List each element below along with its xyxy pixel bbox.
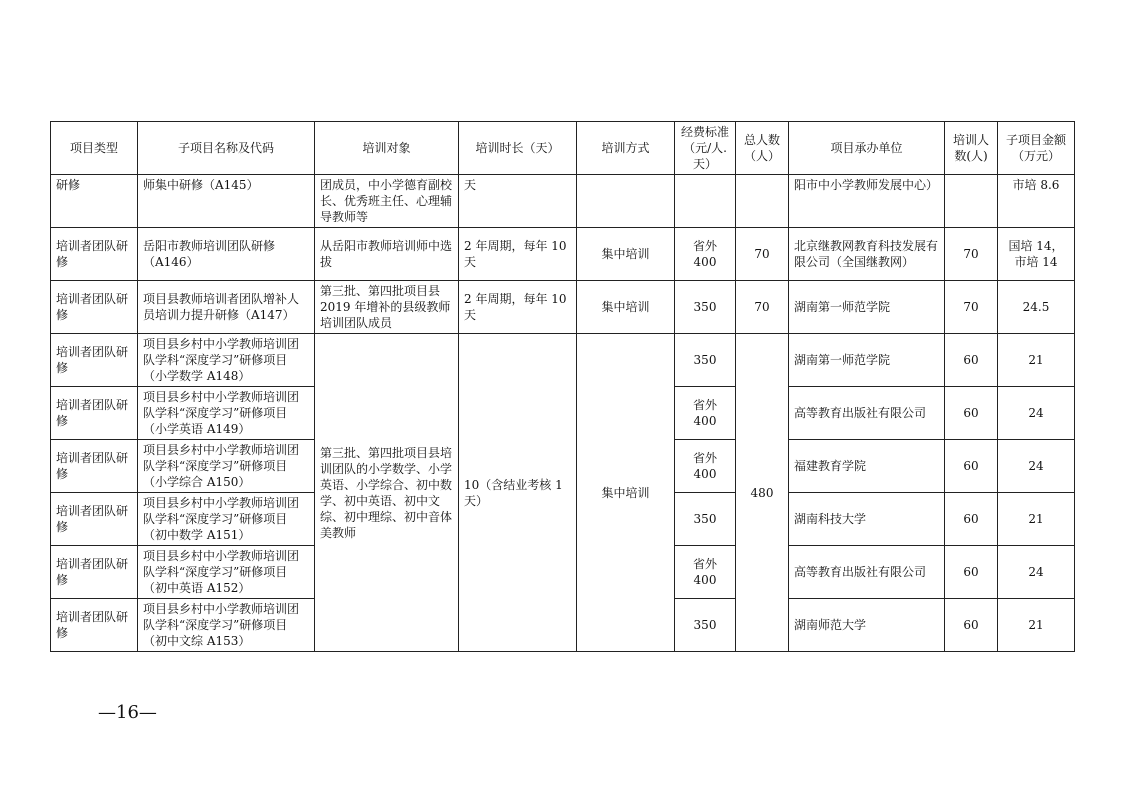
cell-fee: 省外 400 — [675, 440, 736, 493]
cell-amount: 市培 8.6 — [998, 175, 1075, 228]
cell-type: 培训者团队研修 — [51, 387, 138, 440]
cell-target: 从岳阳市教师培训师中选拔 — [315, 228, 459, 281]
cell-type: 培训者团队研修 — [51, 546, 138, 599]
cell-count: 60 — [945, 334, 998, 387]
cell-amount: 24 — [998, 546, 1075, 599]
cell-org: 湖南科技大学 — [789, 493, 945, 546]
page-number: —16— — [98, 702, 157, 723]
cell-method — [577, 175, 675, 228]
cell-type: 培训者团队研修 — [51, 228, 138, 281]
cell-duration: 2 年周期，每年 10 天 — [459, 228, 577, 281]
cell-method: 集中培训 — [577, 228, 675, 281]
cell-count: 60 — [945, 546, 998, 599]
cell-name: 岳阳市教师培训团队研修（A146） — [138, 228, 315, 281]
cell-method: 集中培训 — [577, 281, 675, 334]
cell-amount: 24 — [998, 387, 1075, 440]
header-row — [51, 122, 1075, 175]
cell-count: 60 — [945, 599, 998, 652]
header-fee: 经费标准（元/人.天） — [675, 122, 736, 175]
cell-count: 60 — [945, 493, 998, 546]
cell-target: 团成员，中小学德育副校长、优秀班主任、心理辅导教师等 — [315, 175, 459, 228]
cell-fee — [675, 175, 736, 228]
cell-name: 项目县乡村中小学教师培训团队学科“深度学习”研修项目（初中英语 A152） — [138, 546, 315, 599]
cell-org: 湖南第一师范学院 — [789, 334, 945, 387]
cell-amount: 21 — [998, 334, 1075, 387]
cell-type: 培训者团队研修 — [51, 493, 138, 546]
header-method: 培训方式 — [577, 122, 675, 175]
cell-fee: 省外 400 — [675, 387, 736, 440]
cell-org: 高等教育出版社有限公司 — [789, 387, 945, 440]
cell-fee: 省外 400 — [675, 228, 736, 281]
cell-org: 湖南师范大学 — [789, 599, 945, 652]
cell-total: 70 — [736, 281, 789, 334]
cell-fee: 350 — [675, 599, 736, 652]
cell-type: 培训者团队研修 — [51, 334, 138, 387]
cell-name: 项目县乡村中小学教师培训团队学科“深度学习”研修项目（小学数学 A148） — [138, 334, 315, 387]
cell-target: 第三批、第四批项目县 2019 年增补的县级教师培训团队成员 — [315, 281, 459, 334]
cell-amount: 21 — [998, 493, 1075, 546]
header-total: 总人数（人） — [736, 122, 789, 175]
project-table — [50, 121, 1075, 652]
cell-count: 70 — [945, 281, 998, 334]
header-org: 项目承办单位 — [789, 122, 945, 175]
cell-fee: 省外 400 — [675, 546, 736, 599]
cell-type: 培训者团队研修 — [51, 599, 138, 652]
cell-count: 60 — [945, 440, 998, 493]
cell-count: 70 — [945, 228, 998, 281]
cell-name: 项目县乡村中小学教师培训团队学科“深度学习”研修项目（初中文综 A153） — [138, 599, 315, 652]
cell-org: 湖南第一师范学院 — [789, 281, 945, 334]
cell-total: 70 — [736, 228, 789, 281]
cell-org: 阳市中小学教师发展中心） — [789, 175, 945, 228]
cell-name: 项目县乡村中小学教师培训团队学科“深度学习”研修项目（小学综合 A150） — [138, 440, 315, 493]
cell-fee: 350 — [675, 334, 736, 387]
header-type: 项目类型 — [51, 122, 138, 175]
cell-fee: 350 — [675, 493, 736, 546]
table-row — [51, 228, 1075, 281]
header-duration: 培训时长（天） — [459, 122, 577, 175]
cell-duration: 天 — [459, 175, 577, 228]
header-amount: 子项目金额（万元） — [998, 122, 1075, 175]
cell-total — [736, 175, 789, 228]
cell-org: 高等教育出版社有限公司 — [789, 546, 945, 599]
cell-group-method: 集中培训 — [577, 334, 675, 652]
cell-amount: 21 — [998, 599, 1075, 652]
cell-name: 项目县教师培训者团队增补人员培训力提升研修（A147） — [138, 281, 315, 334]
cell-name: 项目县乡村中小学教师培训团队学科“深度学习”研修项目（小学英语 A149） — [138, 387, 315, 440]
cell-amount: 24 — [998, 440, 1075, 493]
table-row — [51, 281, 1075, 334]
cell-org: 福建教育学院 — [789, 440, 945, 493]
cell-name: 师集中研修（A145） — [138, 175, 315, 228]
cell-type: 培训者团队研修 — [51, 440, 138, 493]
table-row — [51, 175, 1075, 228]
cell-amount: 国培 14，市培 14 — [998, 228, 1075, 281]
cell-type: 培训者团队研修 — [51, 281, 138, 334]
cell-type: 研修 — [51, 175, 138, 228]
cell-group-total: 480 — [736, 334, 789, 652]
header-name: 子项目名称及代码 — [138, 122, 315, 175]
cell-name: 项目县乡村中小学教师培训团队学科“深度学习”研修项目（初中数学 A151） — [138, 493, 315, 546]
cell-count: 60 — [945, 387, 998, 440]
cell-group-duration: 10（含结业考核 1 天） — [459, 334, 577, 652]
header-count: 培训人数(人) — [945, 122, 998, 175]
cell-fee: 350 — [675, 281, 736, 334]
table-row — [51, 334, 1075, 387]
cell-group-target: 第三批、第四批项目县培训团队的小学数学、小学英语、小学综合、初中数学、初中英语、初中文综、初中理综、初中音体美教师 — [315, 334, 459, 652]
cell-amount: 24.5 — [998, 281, 1075, 334]
cell-count — [945, 175, 998, 228]
cell-duration: 2 年周期，每年 10 天 — [459, 281, 577, 334]
header-target: 培训对象 — [315, 122, 459, 175]
cell-org: 北京继教网教育科技发展有限公司（全国继教网） — [789, 228, 945, 281]
